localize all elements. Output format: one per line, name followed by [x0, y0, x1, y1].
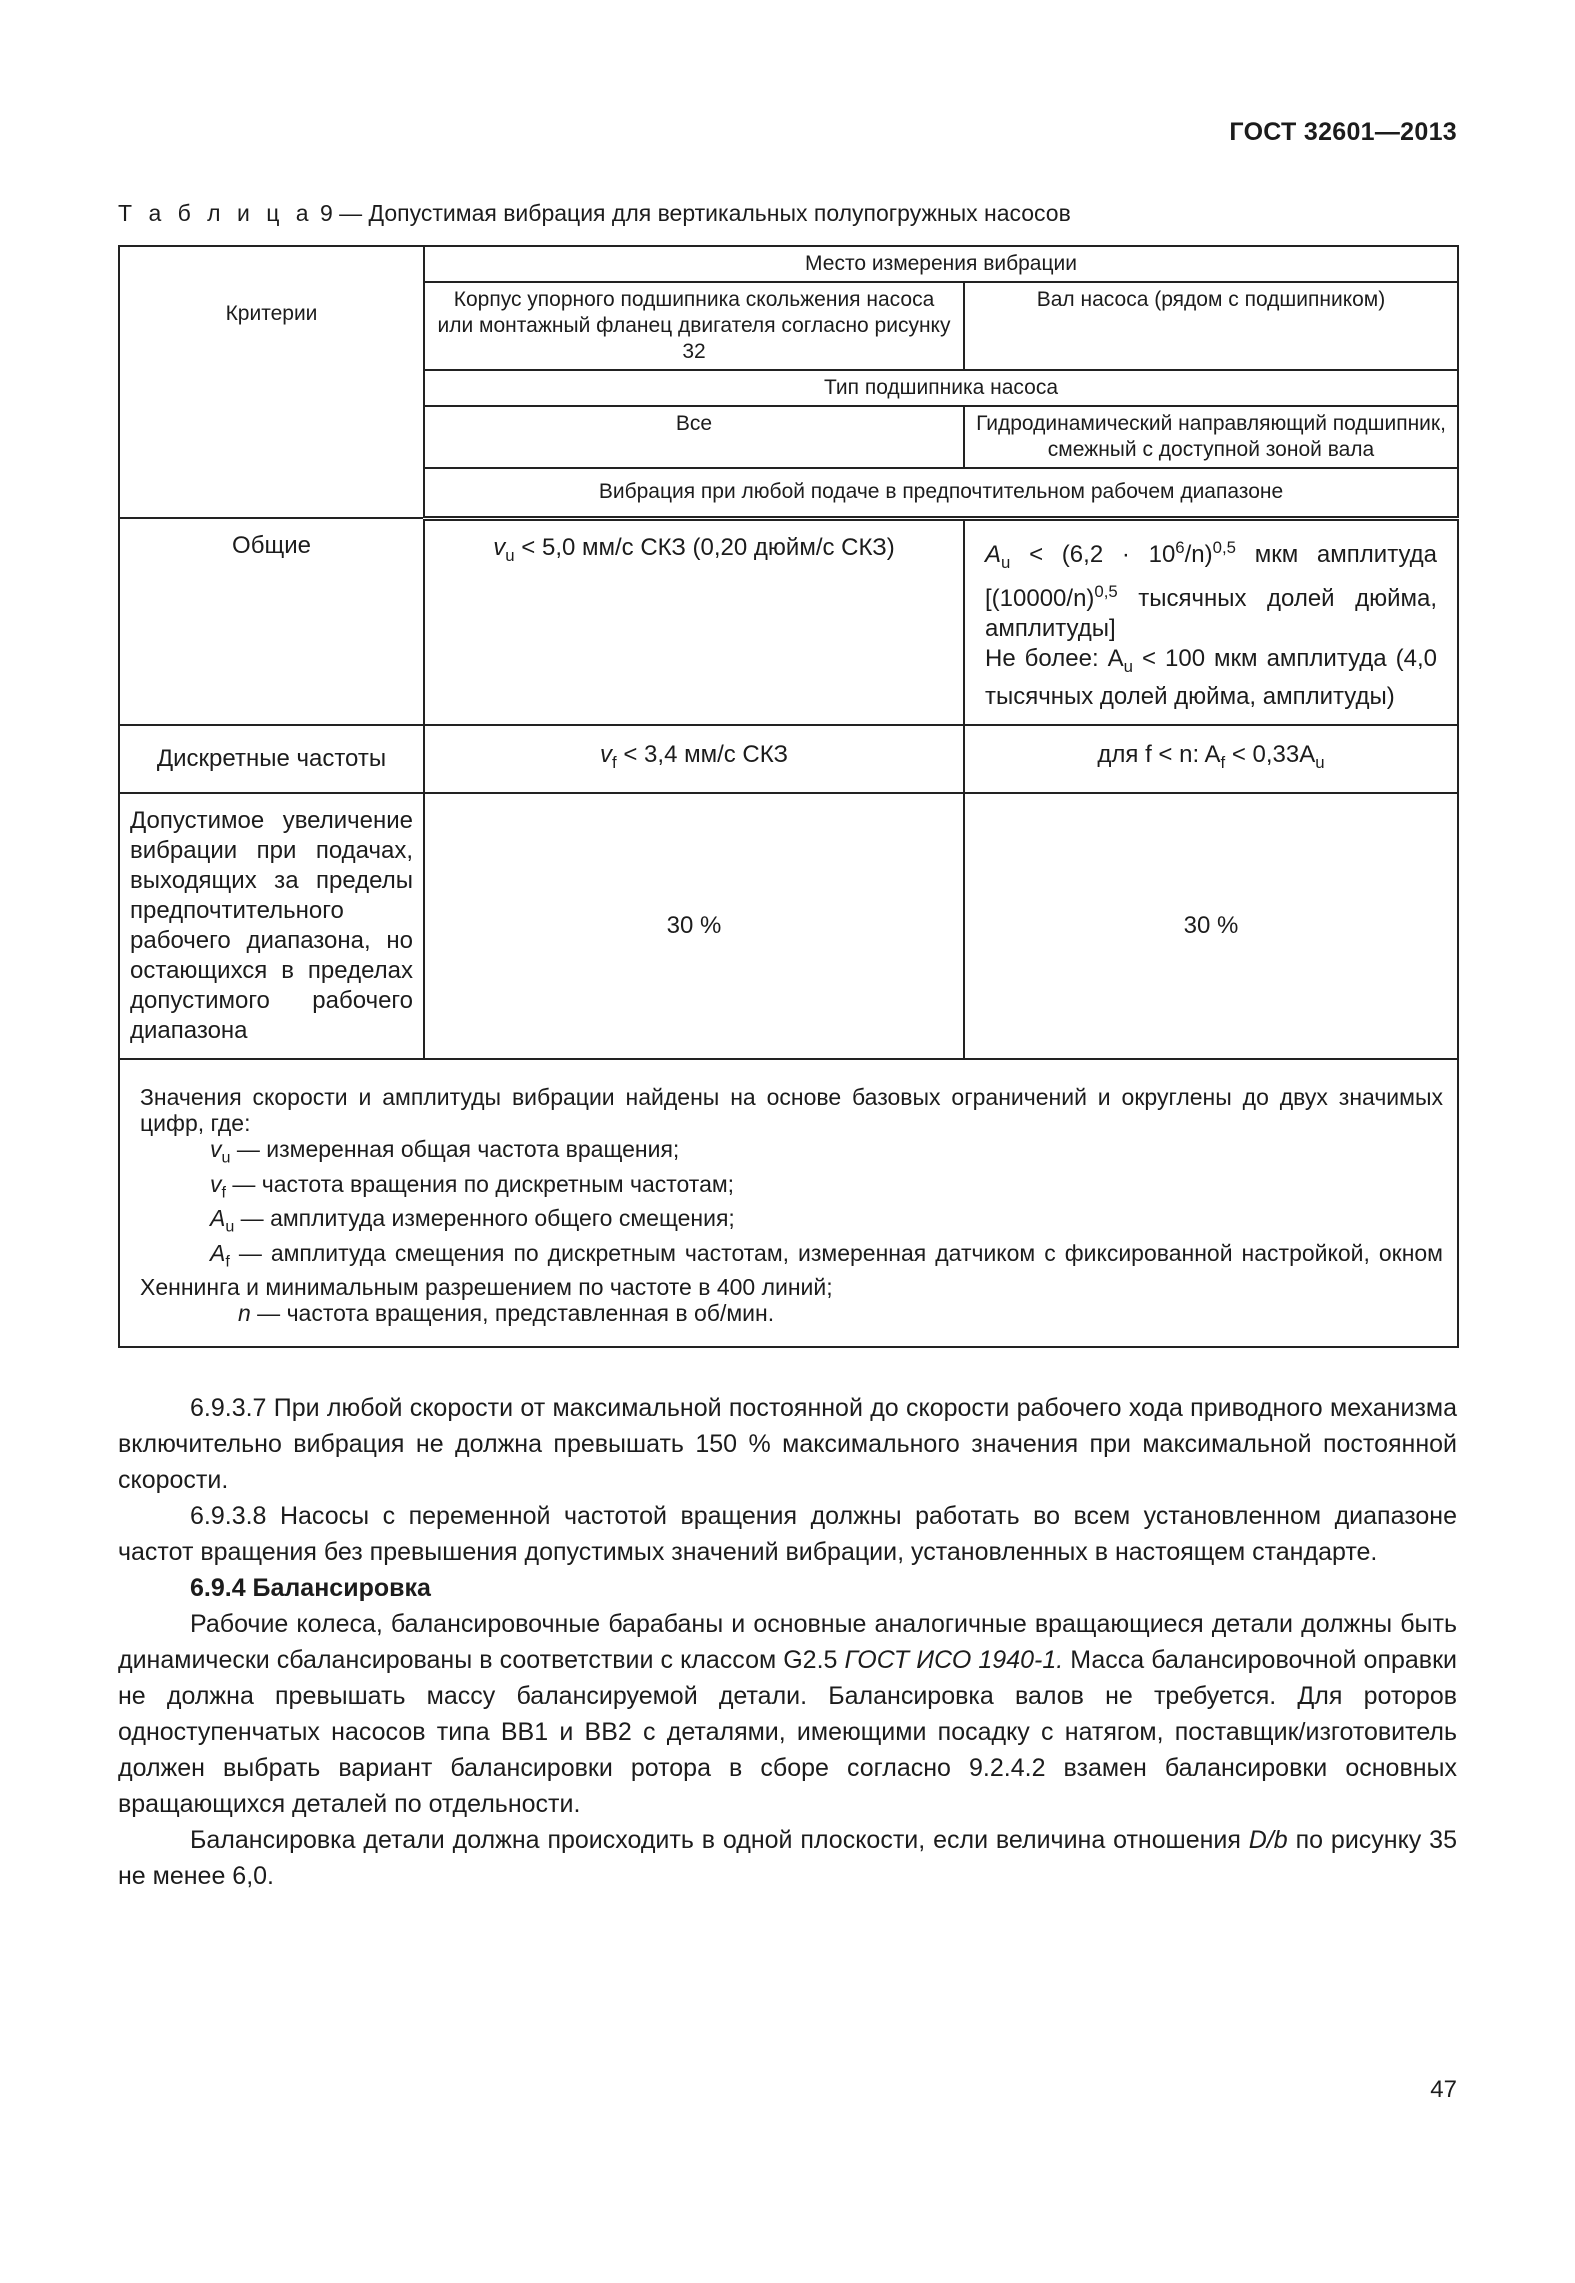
- row-discrete-label: Дискретные частоты: [119, 725, 424, 793]
- section-heading: 6.9.4 Балансировка: [190, 1574, 431, 1602]
- header-location: Место измерения вибрации: [424, 246, 1458, 282]
- header-shaft: Вал насоса (рядом с подшипником): [964, 282, 1458, 370]
- page-number: 47: [1430, 2076, 1457, 2103]
- caption-text: 9 — Допустимая вибрация для вертикальных полупогружных насосов: [319, 200, 1071, 226]
- table-caption: [118, 200, 1071, 227]
- note-item: $v_u$ — измеренная общая частота вращения;: [210, 1136, 680, 1167]
- document-id: ГОСТ 32601—2013: [1229, 118, 1457, 146]
- paragraph: 6.9.3.7 При любой скорости от максимальной постоянной до скорости рабочего хода приводного механизма включительно вибрация не должна превышать 150 % максимального значения при максимальной постоянной скорости.: [118, 1394, 1457, 1494]
- header-housing: Корпус упорного подшипника скольжения насоса или монтажный фланец двигателя согласно рисунку 32: [424, 282, 964, 370]
- note-item: $v_f$ — частота вращения по дискретным частотам;: [210, 1170, 735, 1202]
- row-general-label: Общие: [119, 518, 424, 725]
- note-item: $A_f$ — амплитуда смещения по дискретным частотам, измеренная датчиком с фиксированной настройкой, окном Хеннинга и минимальным разрешением по частоте в 400 линий;: [140, 1239, 1443, 1301]
- paragraph: Рабочие колеса, балансировочные барабаны и основные аналогичные вращающиеся детали должны быть динамически сбалансированы в соответствии с классом G2.5 ГОСТ ИСО 1940-1. Масса балансировочной оправки не должна превышать массу балансируемой детали. Балансировка валов не требуется. Для роторов одноступенчатых насосов типа ВВ1 и ВВ2 с деталями, имеющими посадку с натягом, поставщик/изготовитель должен выбрать вариант балансировки ротора в сборе согласно 9.2.4.2 взамен балансировки основных вращающихся деталей по отдельности.: [118, 1610, 1457, 1818]
- row-general-shaft: $A_u < (6,2 \cdot 10^6/n)^{0,5}$ мкм амплитуда [$(10000/n)^{0,5}$ тысячных долей дюйма, амплитуды] Не более: $A_u < 100$ мкм амплитуда (4,0 тысячных долей дюйма, амплитуды): [964, 518, 1458, 725]
- body-text: [118, 1390, 1457, 1894]
- table-notes: [119, 1059, 1458, 1347]
- paragraph: 6.9.3.8 Насосы с переменной частотой вращения должны работать во всем установленном диапазоне частот вращения без превышения допустимых значений вибрации, установленных в настоящем стандарте.: [118, 1502, 1457, 1566]
- header-flow: Вибрация при любой подаче в предпочтительном рабочем диапазоне: [424, 468, 1458, 518]
- header-bearing-hydro: Гидродинамический направляющий подшипник, смежный с доступной зоной вала: [964, 406, 1458, 468]
- row-discrete-shaft: для f < n: $A_f < 0,33A_u$: [964, 725, 1458, 793]
- caption-lead: Т а б л и ц а: [118, 200, 314, 226]
- paragraph: Балансировка детали должна происходить в одной плоскости, если величина отношения D/b по рисунку 35 не менее 6,0.: [118, 1826, 1457, 1890]
- notes-intro: Значения скорости и амплитуды вибрации найдены на основе базовых ограничений и округлены до двух значимых цифр, где:: [140, 1084, 1443, 1137]
- note-item: $A_u$ — амплитуда измеренного общего смещения;: [210, 1205, 735, 1236]
- row-increase-housing: 30 %: [424, 793, 964, 1059]
- header-criteria: Критерии: [119, 246, 424, 518]
- row-increase-shaft: 30 %: [964, 793, 1458, 1059]
- header-bearing-type: Тип подшипника насоса: [424, 370, 1458, 406]
- header-bearing-all: Все: [424, 406, 964, 468]
- vibration-table: [118, 245, 1459, 1348]
- row-general-housing: $v_u < 5,0$ мм/с СКЗ (0,20 дюйм/с СКЗ): [424, 518, 964, 725]
- note-item: n — частота вращения, представленная в об/мин.: [238, 1300, 775, 1327]
- row-increase-label: Допустимое увеличение вибрации при подачах, выходящих за пределы предпочтительного рабочего диапазона, но остающихся в пределах допустимого рабочего диапазона: [119, 793, 424, 1059]
- row-discrete-housing: $v_f < 3,4$ мм/с СКЗ: [424, 725, 964, 793]
